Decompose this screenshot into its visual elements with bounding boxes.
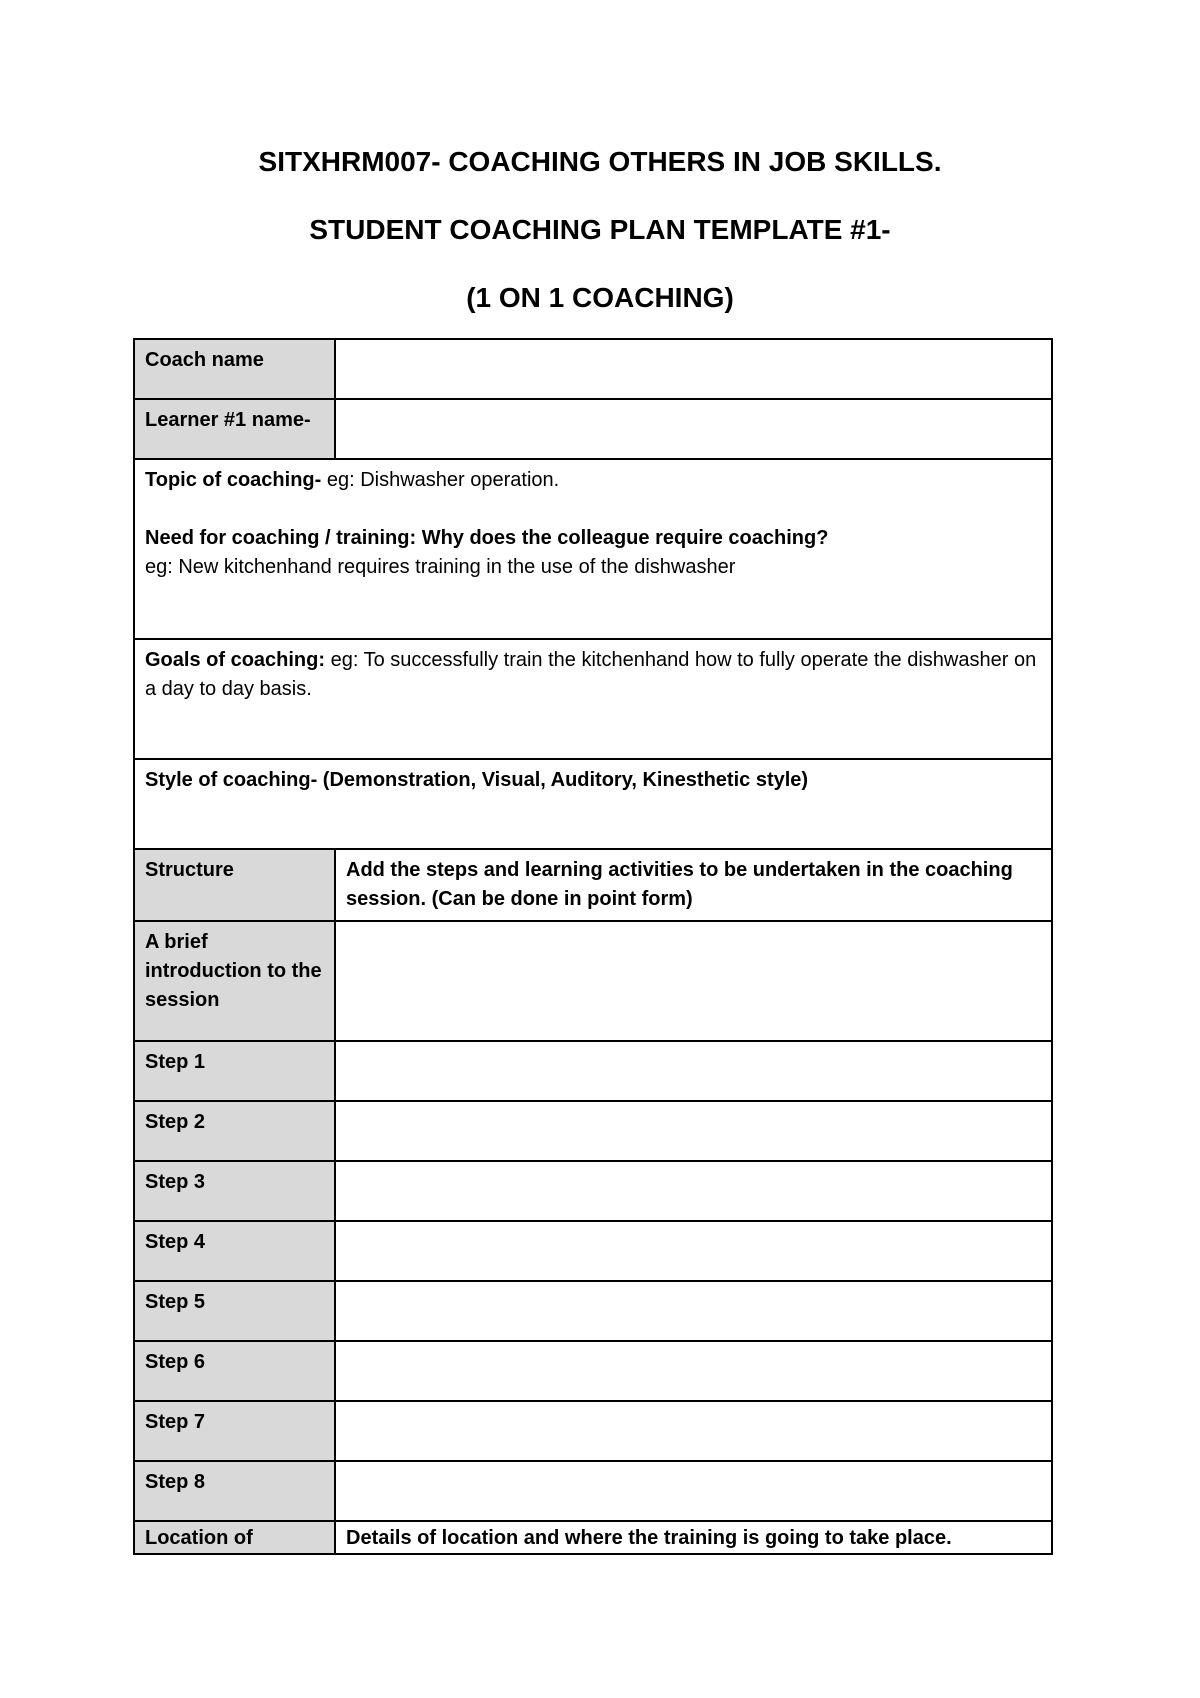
step-row: [134, 1221, 1052, 1281]
intro-field[interactable]: [335, 921, 1052, 1041]
goals-example: eg: To successfully train the kitchenhand how to fully operate the dishwasher on a day to day basis.: [145, 649, 1037, 700]
step-field[interactable]: [335, 1221, 1052, 1281]
step-row: [134, 1401, 1052, 1461]
need-example: eg: New kitchenhand requires training in the use of the dishwasher: [145, 556, 736, 578]
step-row: [134, 1101, 1052, 1161]
topic-need-cell[interactable]: [134, 459, 1052, 639]
step-row: [134, 1461, 1052, 1521]
coach-name-label: Coach name: [134, 339, 335, 399]
learner-name-row: [134, 399, 1052, 459]
style-row: [134, 759, 1052, 849]
step-field[interactable]: [335, 1281, 1052, 1341]
topic-label: Topic of coaching-: [145, 469, 322, 491]
goals-row: [134, 639, 1052, 759]
step-field[interactable]: [335, 1341, 1052, 1401]
step-row: [134, 1341, 1052, 1401]
need-label: Need for coaching / training: Why does the colleague require coaching?: [145, 527, 829, 549]
step-label: Step 7: [134, 1401, 335, 1461]
coach-name-field[interactable]: [335, 339, 1052, 399]
learner-name-field[interactable]: [335, 399, 1052, 459]
step-field[interactable]: [335, 1161, 1052, 1221]
location-instruction[interactable]: Details of location and where the training is going to take place.: [335, 1521, 1052, 1554]
step-field[interactable]: [335, 1041, 1052, 1101]
coach-name-row: [134, 339, 1052, 399]
location-row: [134, 1521, 1052, 1554]
step-label: Step 1: [134, 1041, 335, 1101]
document-title: SITXHRM007- COACHING OTHERS IN JOB SKILLS.: [258, 146, 942, 177]
topic-example: eg: Dishwasher operation.: [326, 469, 560, 491]
step-field[interactable]: [335, 1101, 1052, 1161]
goals-label: Goals of coaching:: [145, 649, 326, 671]
document-subtitle-coaching-type: (1 ON 1 COACHING): [466, 282, 734, 313]
step-row: [134, 1041, 1052, 1101]
step-row: [134, 1281, 1052, 1341]
step-label: Step 8: [134, 1461, 335, 1521]
structure-label: Structure: [134, 849, 335, 921]
structure-row: [134, 849, 1052, 921]
style-of-coaching-cell[interactable]: Style of coaching- (Demonstration, Visual, Auditory, Kinesthetic style): [134, 759, 1052, 849]
intro-row: [134, 921, 1052, 1041]
coaching-plan-table: [133, 338, 1053, 1555]
step-label: Step 3: [134, 1161, 335, 1221]
topic-need-row: [134, 459, 1052, 639]
document-subtitle: STUDENT COACHING PLAN TEMPLATE #1-: [309, 214, 891, 245]
step-label: Step 5: [134, 1281, 335, 1341]
step-label: Step 4: [134, 1221, 335, 1281]
learner-name-label: Learner #1 name-: [134, 399, 335, 459]
goals-cell[interactable]: [134, 639, 1052, 759]
structure-instruction: Add the steps and learning activities to be undertaken in the coaching session. (Can be done in point form): [335, 849, 1052, 921]
intro-label: A brief introduction to the session: [134, 921, 335, 1041]
step-field[interactable]: [335, 1461, 1052, 1521]
step-label: Step 2: [134, 1101, 335, 1161]
location-label: Location of: [134, 1521, 335, 1554]
step-row: [134, 1161, 1052, 1221]
step-field[interactable]: [335, 1401, 1052, 1461]
step-label: Step 6: [134, 1341, 335, 1401]
